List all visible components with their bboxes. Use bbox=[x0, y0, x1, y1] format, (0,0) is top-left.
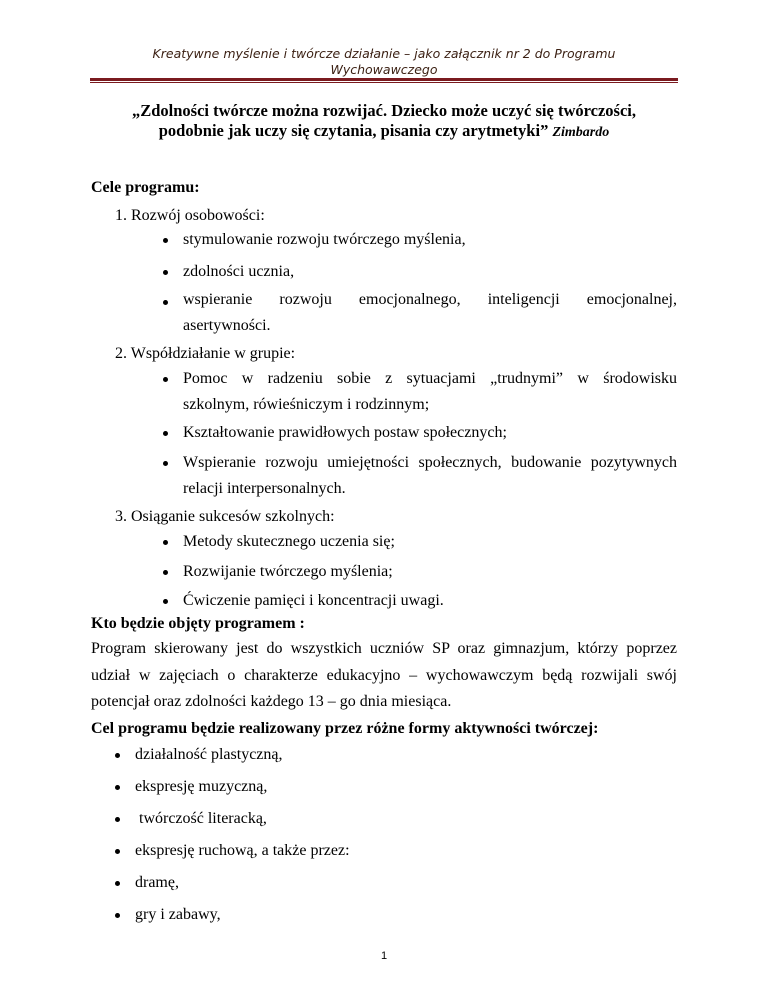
goal-2-bullet-1-line1: Pomoc w radzeniu sobie z sytuacjami „trudnymi” w środowisku bbox=[183, 370, 677, 387]
goal-2-bullet-2: Kształtowanie prawidłowych postaw społecznych; bbox=[183, 424, 507, 441]
bullet-icon bbox=[163, 540, 168, 545]
quote-author: Zimbardo bbox=[552, 125, 610, 140]
quote-line2-text: podobnie jak uczy się czytania, pisania czy arytmetyki” bbox=[158, 121, 549, 140]
goal-2-bullet-3-line1: Wspieranie rozwoju umiejętności społecznych, budowanie pozytywnych bbox=[183, 454, 677, 471]
motto-quote bbox=[0, 101, 768, 143]
goal-2-bullet-1-line2: szkolnym, rówieśniczym i rodzinnym; bbox=[183, 396, 430, 413]
quote-line2 bbox=[0, 121, 768, 143]
forms-item: działalność plastyczną, bbox=[135, 746, 283, 763]
justified-word: emocjonalnej, bbox=[586, 291, 677, 308]
goal-1-bullet-2: zdolności ucznia, bbox=[183, 263, 295, 280]
bullet-icon bbox=[163, 570, 168, 575]
goal-3-bullet-3: Ćwiczenie pamięci i koncentracji uwagi. bbox=[183, 592, 444, 609]
bullet-icon bbox=[163, 431, 168, 436]
forms-item: twórczość literacką, bbox=[135, 810, 267, 827]
bullet-icon bbox=[115, 817, 120, 822]
audience-line2: udział w zajęciach o charakterze edukacyjno – wychowawczym będą rozwijali swój bbox=[91, 667, 677, 684]
goal-3-bullet-2: Rozwijanie twórczego myślenia; bbox=[183, 563, 393, 580]
goal-3-bullet-1: Metody skutecznego uczenia się; bbox=[183, 533, 395, 550]
header-rule bbox=[90, 78, 678, 81]
running-header bbox=[0, 46, 768, 78]
bullet-icon bbox=[163, 377, 168, 382]
bullet-icon bbox=[115, 913, 120, 918]
goals-heading: Cele programu: bbox=[91, 179, 200, 196]
bullet-icon bbox=[163, 238, 168, 243]
forms-item: ekspresję muzyczną, bbox=[135, 778, 268, 795]
running-header-line1: Kreatywne myślenie i twórcze działanie – jako załącznik nr 2 do Programu bbox=[152, 46, 616, 61]
bullet-icon bbox=[163, 300, 168, 305]
audience-line3: potencjał oraz zdolności każdego 13 – go dnia miesiąca. bbox=[91, 693, 452, 710]
running-header-line2: Wychowawczego bbox=[330, 62, 438, 77]
bullet-icon bbox=[115, 753, 120, 758]
goal-3-label: 3. Osiąganie sukcesów szkolnych: bbox=[115, 508, 335, 525]
header-rule-thin bbox=[90, 82, 678, 83]
goal-1-label: 1. Rozwój osobowości: bbox=[115, 207, 265, 224]
goal-1-bullet-1: stymulowanie rozwoju twórczego myślenia, bbox=[183, 231, 466, 248]
justified-word: inteligencji bbox=[487, 291, 560, 308]
goal-2-label: 2. Współdziałanie w grupie: bbox=[115, 345, 296, 362]
forms-item: dramę, bbox=[135, 874, 179, 891]
bullet-icon bbox=[115, 785, 120, 790]
forms-item: ekspresję ruchową, a także przez: bbox=[135, 842, 350, 859]
audience-line1: Program skierowany jest do wszystkich uczniów SP oraz gimnazjum, którzy poprzez bbox=[91, 640, 677, 657]
forms-item: gry i zabawy, bbox=[135, 906, 221, 923]
bullet-icon bbox=[163, 461, 168, 466]
justified-word: wspieranie bbox=[183, 291, 253, 308]
bullet-icon bbox=[115, 849, 120, 854]
justified-word: rozwoju bbox=[279, 291, 332, 308]
quote-line1: „Zdolności twórcze można rozwijać. Dziecko może uczyć się twórczości, bbox=[131, 101, 636, 120]
justified-word: emocjonalnego, bbox=[358, 291, 461, 308]
audience-heading: Kto będzie objęty programem : bbox=[91, 615, 305, 632]
bullet-icon bbox=[163, 270, 168, 275]
goal-2-bullet-3-line2: relacji interpersonalnych. bbox=[183, 480, 346, 497]
forms-heading: Cel programu będzie realizowany przez różne formy aktywności twórczej: bbox=[91, 720, 599, 737]
goal-1-bullet-3-line1 bbox=[183, 290, 677, 310]
page-number: 1 bbox=[380, 950, 388, 962]
bullet-icon bbox=[115, 881, 120, 886]
goal-1-bullet-3-line2: asertywności. bbox=[183, 317, 271, 334]
bullet-icon bbox=[163, 599, 168, 604]
